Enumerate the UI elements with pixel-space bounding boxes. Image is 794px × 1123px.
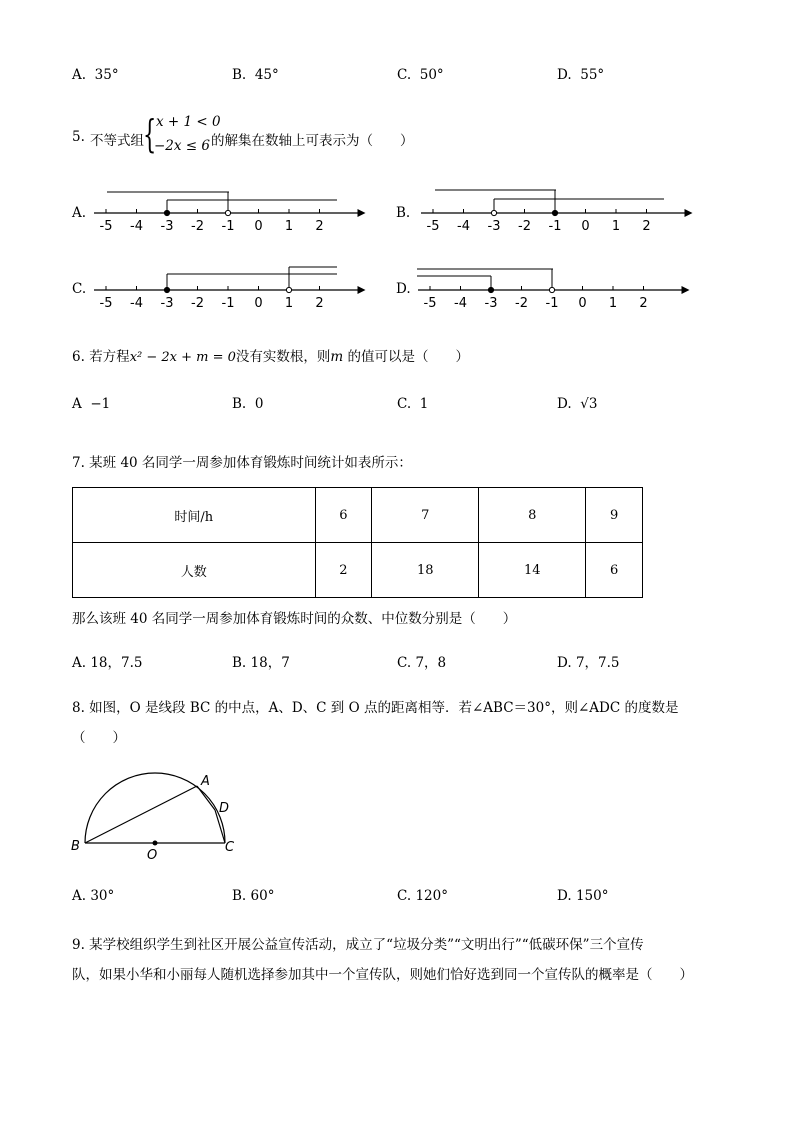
table-cell: 18 xyxy=(372,543,479,598)
q8-stem: 8. 如图，O 是线段 BC 的中点，A、D、C 到 O 点的距离相等．若∠ABC＝30°，则∠ADC 的度数是 xyxy=(72,700,679,716)
q5-option-d-label: D. xyxy=(396,281,411,297)
tick-label: -3 xyxy=(160,219,174,234)
tick-label: -2 xyxy=(191,296,204,311)
table-cell: 6 xyxy=(315,488,372,543)
tick-label: -5 xyxy=(99,219,113,234)
q4-option-a: A. 35° xyxy=(72,67,119,83)
chord-ba xyxy=(85,786,197,843)
q9-line-2: 队，如果小华和小丽每人随机选择参加其中一个宣传队，则她们恰好选到同一个宣传队的概率是（ ） xyxy=(72,967,693,983)
tick-label: -1 xyxy=(545,296,559,311)
q5-suffix: 的解集在数轴上可表示为（ ） xyxy=(211,133,414,149)
q7-stem: 7. 某班 40 名同学一周参加体育锻炼时间统计如表所示： xyxy=(72,455,412,471)
q7-follow-text: 那么该班 40 名同学一周参加体育锻炼时间的众数、中位数分别是（ ） xyxy=(72,611,517,627)
q6-option-d: D. √3 xyxy=(557,396,598,412)
q5-inequality-1: x + 1 < 0 xyxy=(156,114,221,130)
tick-label: 1 xyxy=(608,296,618,311)
q8-stem-line2: （ ） xyxy=(72,730,126,746)
table-cell: 时间/h xyxy=(73,488,316,543)
q4-option-b: B. 45° xyxy=(232,67,279,83)
tick-label: 2 xyxy=(642,219,651,234)
q6-stem: 6. 若方程x² − 2x + m = 0没有实数根，则m 的值可以是（ ） xyxy=(72,349,470,365)
label-a: A xyxy=(201,774,210,789)
tick-label: 2 xyxy=(315,296,324,311)
tick-label: -4 xyxy=(130,296,143,311)
table-cell: 7 xyxy=(372,488,479,543)
q8-option-c: C. 120° xyxy=(397,888,448,904)
q5-brace: { xyxy=(143,112,157,156)
tick-label: -3 xyxy=(484,296,498,311)
table-cell: 8 xyxy=(479,488,586,543)
q8-option-d: D. 150° xyxy=(557,888,609,904)
chord-ad xyxy=(197,786,215,810)
label-c: C xyxy=(225,840,235,855)
tick-label: -4 xyxy=(130,219,143,234)
q9-line-1: 9. 某学校组织学生到社区开展公益宣传活动，成立了“垃圾分类”“文明出行”“低碳环保”三个宣传 xyxy=(72,937,644,953)
q4-option-d: D. 55° xyxy=(557,67,605,83)
table-cell: 2 xyxy=(315,543,372,598)
center-point xyxy=(153,841,158,846)
q7-option-b: B. 18，7 xyxy=(232,655,290,671)
table-cell: 6 xyxy=(586,543,643,598)
q8-option-a: A. 30° xyxy=(72,888,115,904)
tick-label: 0 xyxy=(581,219,590,234)
tick-label: 1 xyxy=(611,219,621,234)
q6-option-a: A −1 xyxy=(72,396,111,412)
q4-option-c: C. 50° xyxy=(397,67,444,83)
tick-label: -3 xyxy=(487,219,501,234)
tick-label: 1 xyxy=(284,296,294,311)
tick-label: 2 xyxy=(639,296,648,311)
table-cell: 人数 xyxy=(73,543,316,598)
q6-option-b: B. 0 xyxy=(232,396,264,412)
table-cell: 9 xyxy=(586,488,643,543)
tick-label: -1 xyxy=(221,219,235,234)
label-d: D xyxy=(219,801,230,816)
tick-label: -1 xyxy=(548,219,562,234)
tick-label: 0 xyxy=(254,296,263,311)
q5-prefix: 不等式组 xyxy=(90,133,144,149)
tick-label: 1 xyxy=(284,219,294,234)
q5-option-c-label: C. xyxy=(72,281,87,297)
q6-option-c: C. 1 xyxy=(397,396,429,412)
q5-number: 5. xyxy=(72,129,85,145)
q7-option-a: A. 18，7.5 xyxy=(72,655,143,671)
label-b: B xyxy=(71,839,80,854)
tick-label: -2 xyxy=(191,219,204,234)
tick-label: -4 xyxy=(454,296,467,311)
tick-label: -3 xyxy=(160,296,174,311)
tick-label: 0 xyxy=(578,296,587,311)
tick-label: 0 xyxy=(254,219,263,234)
tick-label: -2 xyxy=(518,219,531,234)
q7-option-d: D. 7，7.5 xyxy=(557,655,620,671)
tick-label: -5 xyxy=(423,296,437,311)
q5-option-b-label: B. xyxy=(396,205,411,221)
table-cell: 14 xyxy=(479,543,586,598)
q6-equation: x² − 2x + m = 0 xyxy=(129,350,236,365)
tick-label: -1 xyxy=(221,296,235,311)
tick-label: -5 xyxy=(99,296,113,311)
label-o: O xyxy=(147,848,158,863)
q5-option-a-label: A. xyxy=(72,205,87,221)
tick-label: -2 xyxy=(515,296,528,311)
q8-option-b: B. 60° xyxy=(232,888,275,904)
tick-label: -5 xyxy=(426,219,440,234)
tick-label: -4 xyxy=(457,219,470,234)
q7-option-c: C. 7，8 xyxy=(397,655,447,671)
tick-label: 2 xyxy=(315,219,324,234)
q5-inequality-2: −2x ≤ 6 xyxy=(154,138,210,154)
